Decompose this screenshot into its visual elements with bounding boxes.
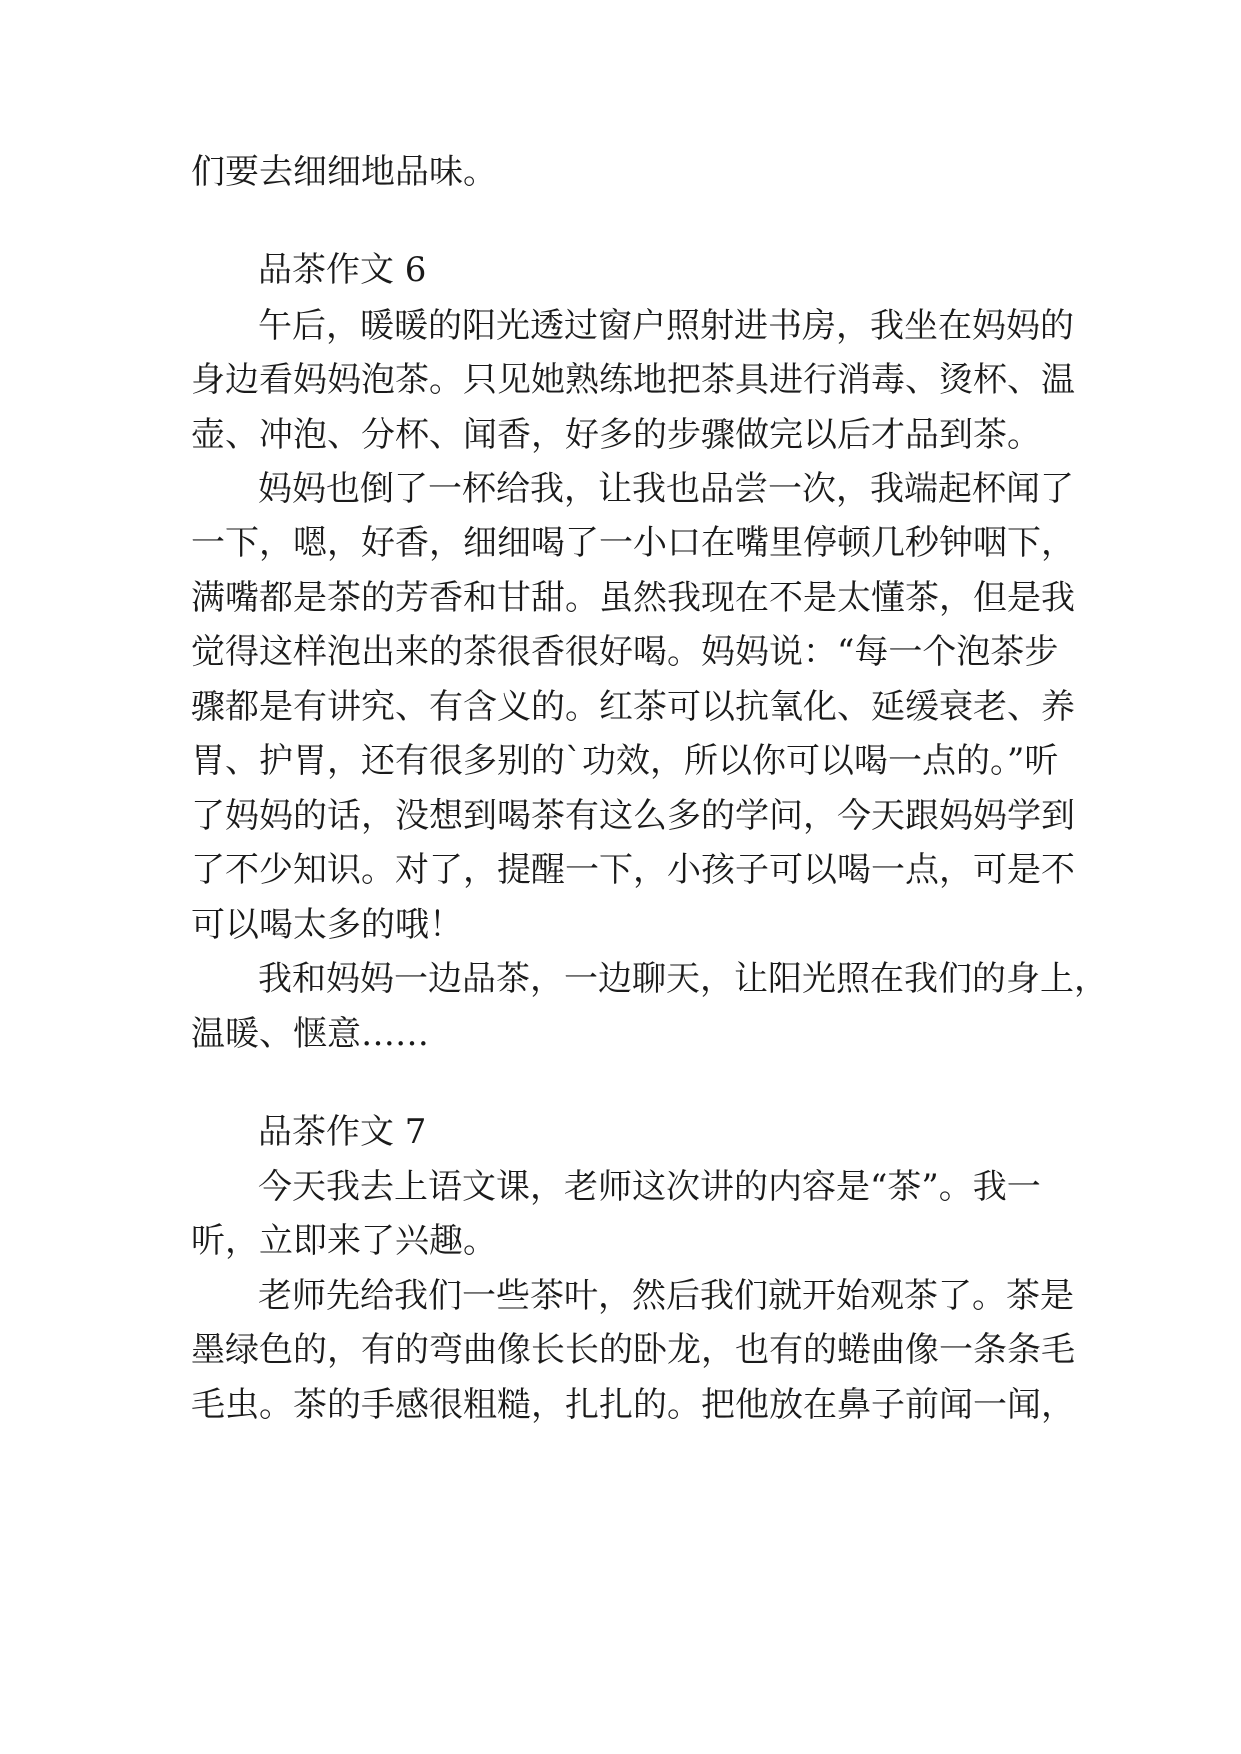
text-line: 了妈妈的话，没想到喝茶有这么多的学问，今天跟妈妈学到 [191, 796, 1075, 836]
text-line: 胃、护胃，还有很多别的`功效，所以你可以喝一点的。”听 [191, 741, 1059, 781]
text-line: 墨绿色的，有的弯曲像长长的卧龙，也有的蜷曲像一条条毛 [191, 1330, 1075, 1370]
text-line: 可以喝太多的哦！ [191, 905, 463, 945]
text-line: 满嘴都是茶的芳香和甘甜。虽然我现在不是太懂茶，但是我 [191, 578, 1075, 618]
text-line: 今天我去上语文课，老师这次讲的内容是“茶”。我一 [258, 1167, 1041, 1207]
text-line: 毛虫。茶的手感很粗糙，扎扎的。把他放在鼻子前闻一闻， [191, 1385, 1075, 1425]
text-line: 觉得这样泡出来的茶很香很好喝。妈妈说：“每一个泡茶步 [191, 632, 1059, 672]
text-line: 午后，暖暖的阳光透过窗户照射进书房，我坐在妈妈的 [258, 306, 1074, 346]
text-line: 身边看妈妈泡茶。只见她熟练地把茶具进行消毒、烫杯、温 [191, 360, 1075, 400]
text-line: 骤都是有讲究、有含义的。红茶可以抗氧化、延缓衰老、养 [191, 687, 1075, 727]
text-line: 了不少知识。对了，提醒一下，小孩子可以喝一点，可是不 [191, 850, 1075, 890]
text-line: 温暖、惬意…… [191, 1014, 429, 1054]
text-line: 听，立即来了兴趣。 [191, 1221, 497, 1261]
text-line: 老师先给我们一些茶叶，然后我们就开始观茶了。茶是 [258, 1276, 1074, 1316]
text-line: 壶、冲泡、分杯、闻香，好多的步骤做完以后才品到茶。 [191, 415, 1041, 455]
section-heading-7: 品茶作文 7 [258, 1112, 427, 1152]
text-line: 妈妈也倒了一杯给我，让我也品尝一次，我端起杯闻了 [258, 469, 1074, 509]
text-line: 一下，嗯，好香，细细喝了一小口在嘴里停顿几秒钟咽下， [191, 523, 1075, 563]
section-heading-6: 品茶作文 6 [258, 250, 427, 290]
text-line: 我和妈妈一边品茶，一边聊天，让阳光照在我们的身上， [258, 959, 1108, 999]
text-line: 们要去细细地品味。 [191, 152, 497, 192]
